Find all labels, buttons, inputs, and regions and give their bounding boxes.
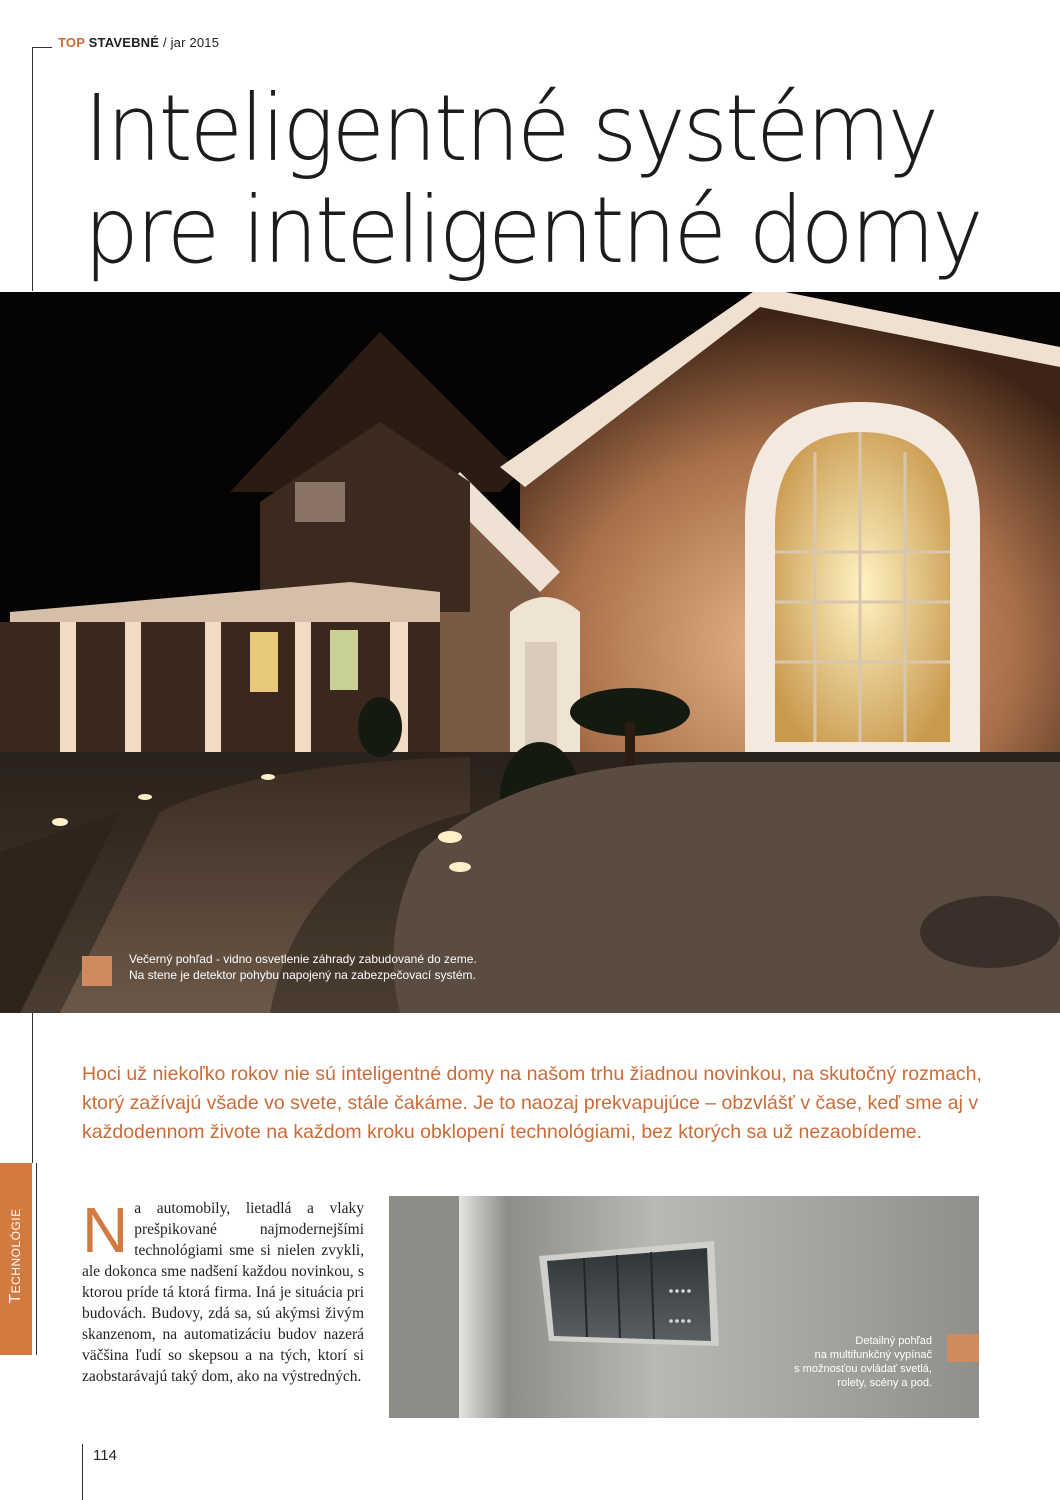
section-tab-rest: ECHNOLÓGIE	[9, 1208, 23, 1294]
article-headline	[84, 75, 986, 284]
magazine-brand-top: TOP	[58, 35, 85, 50]
section-tab-first-letter: T	[7, 1293, 24, 1304]
page-number: 114	[93, 1447, 117, 1464]
switch-photo-caption	[760, 1334, 932, 1390]
drop-cap: N	[82, 1194, 129, 1266]
hero-photo-house-night	[0, 292, 1060, 1013]
hero-photo-caption	[129, 951, 477, 983]
magazine-issue: / jar 2015	[162, 35, 220, 50]
switch-caption-line-4: rolety, scény a pod.	[837, 1377, 932, 1389]
switch-caption-line-2: na multifunkčný vypínač	[814, 1349, 932, 1361]
footer-rule	[82, 1444, 83, 1500]
section-tab-rule	[36, 1163, 37, 1355]
magazine-kicker	[58, 35, 219, 50]
margin-rule	[32, 47, 33, 291]
hero-caption-line-2: Na stene je detektor pohybu napojený na zabezpečovací systém.	[129, 968, 476, 982]
article-body-text: a automobily, lietadlá a vlaky prešpikované najmodernejšími technológiami sme si nielen zvykli, ale dokonca sme nadšení každou novinkou, s ktorou príde tá ktorá firma. Iná je situácia pri budovách. Budovy, zdá sa, sú akýmsi živým skanzenom, na automatizáciu budov nazerá väčšina ľudí so skepsou a na tých, ktorí si zaobstarávajú taký dom, ako na výstredných.	[82, 1200, 364, 1385]
header-rule	[32, 47, 52, 48]
switch-caption-line-1: Detailný pohľad	[855, 1335, 932, 1347]
caption-marker-square	[82, 956, 112, 986]
hero-caption-line-1: Večerný pohľad - vidno osvetlenie záhrady zabudované do zeme.	[129, 952, 477, 966]
switch-caption-line-3: s možnosťou ovládať svetlá,	[794, 1363, 932, 1375]
section-tab-label	[7, 1181, 27, 1331]
article-body	[82, 1194, 364, 1387]
magazine-brand-name: STAVEBNÉ	[88, 35, 160, 50]
caption-marker-square-2	[947, 1334, 979, 1362]
article-lead: Hoci už niekoľko rokov nie sú inteligentné domy na našom trhu žiadnou novinkou, na skutočný rozmach, ktorý zažívajú všade vo svete, stále čakáme. Je to naozaj prekvapujúce – obzvlášť v čase, keď sme aj v každodennom živote na každom kroku obklopení technológiami, bez ktorých sa už nezaobídeme.	[82, 1063, 982, 1143]
margin-rule-lower	[32, 1013, 33, 1163]
headline-line-1: Inteligentné systémy	[84, 75, 937, 182]
headline-line-2: pre inteligentné domy	[84, 177, 981, 284]
